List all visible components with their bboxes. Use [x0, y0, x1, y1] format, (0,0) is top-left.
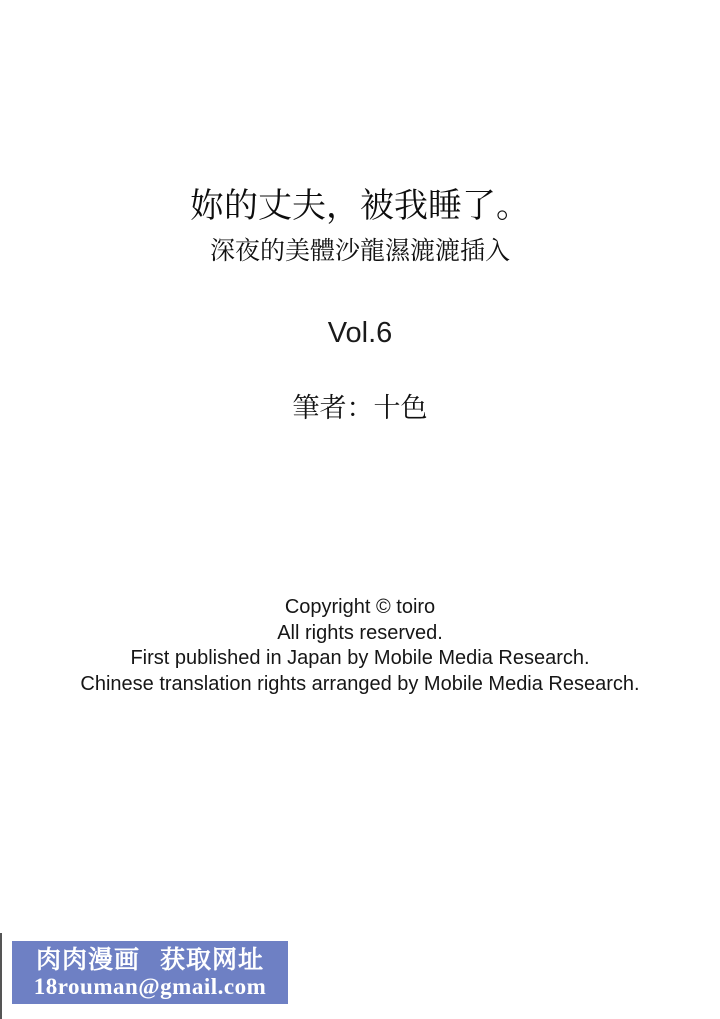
- watermark-site-label: 获取网址: [160, 945, 265, 974]
- volume-label: Vol.6: [327, 317, 393, 349]
- page-subtitle: 深夜的美體沙龍濕漉漉插入: [209, 237, 510, 265]
- scan-edge-artifact: [0, 933, 2, 1019]
- watermark-title-line: [36, 946, 264, 974]
- copyright-line: All rights reserved.: [277, 621, 443, 644]
- author-line: 筆者：十色: [292, 393, 428, 423]
- watermark-email: 18rouman@gmail.com: [33, 973, 267, 999]
- copyright-line: First published in Japan by Mobile Media Research.: [130, 647, 590, 669]
- watermark-site-name: 肉肉漫画: [35, 945, 140, 974]
- copyright-line: Chinese translation rights arranged by Mobile Media Research.: [80, 672, 640, 695]
- copyright-block: [0, 595, 720, 697]
- page-title: 妳的丈夫，被我睡了。: [190, 187, 530, 225]
- copyright-line: Copyright © toiro: [284, 596, 436, 618]
- watermark-banner: [12, 941, 288, 1004]
